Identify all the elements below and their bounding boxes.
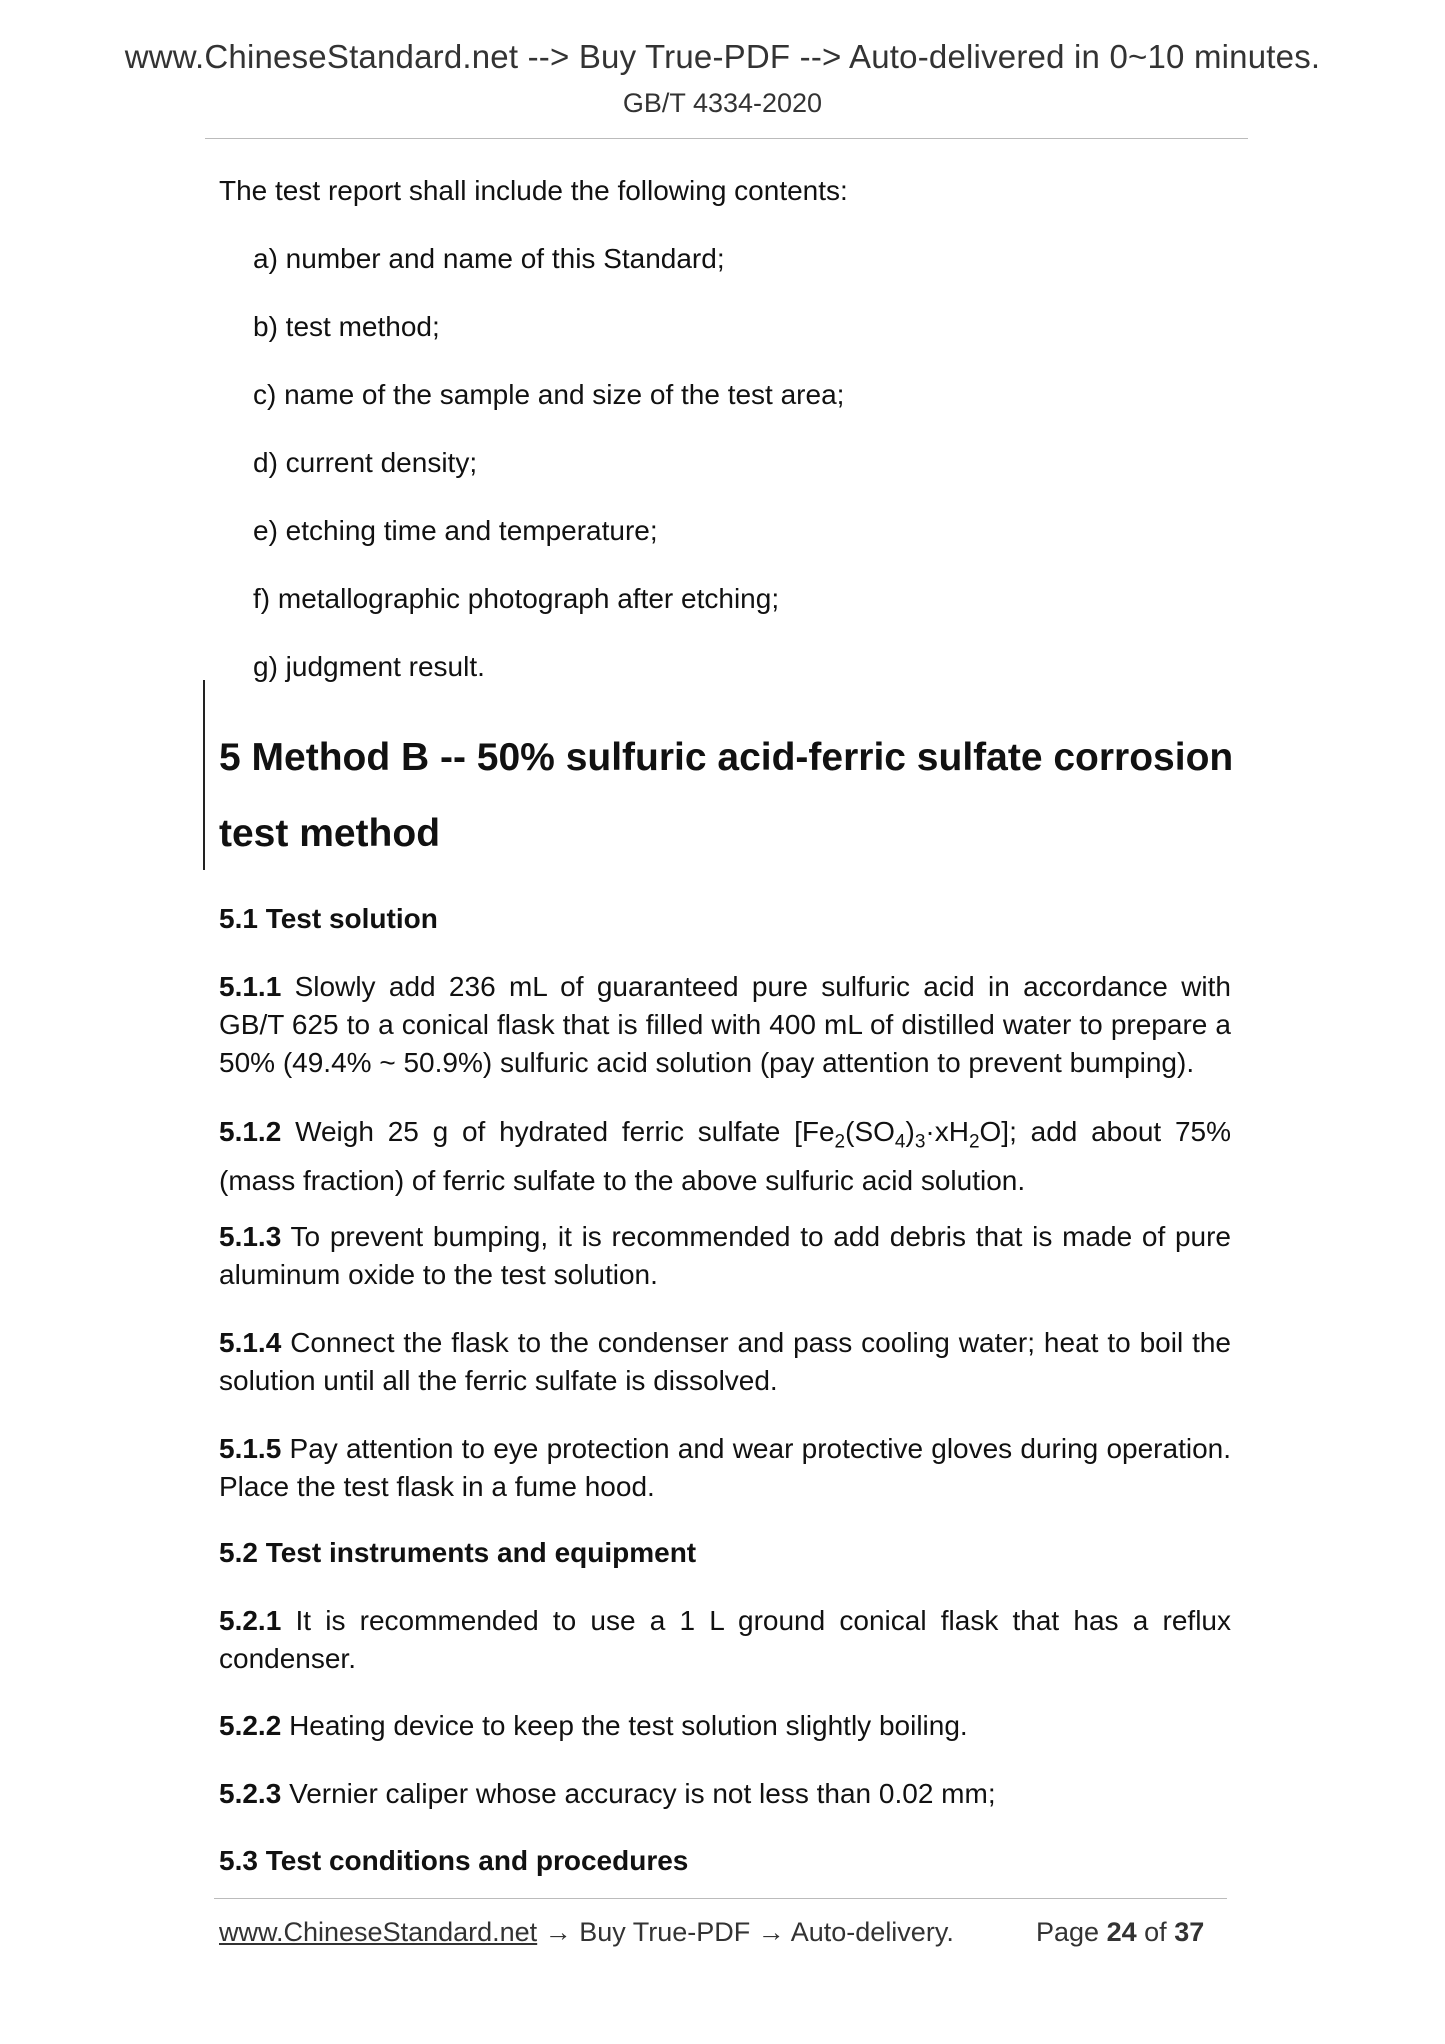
header-divider (205, 138, 1248, 139)
clause-5-1-2 (219, 1113, 1231, 1200)
clause-5-1-4 (219, 1324, 1231, 1400)
change-bar (203, 680, 205, 870)
clause-number: 5.1.2 (219, 1116, 282, 1147)
clause-5-2-1 (219, 1602, 1231, 1678)
page-indicator: Page 24 of 37 (1036, 1917, 1205, 1947)
section-5-1-heading: 5.1 Test solution (219, 903, 438, 934)
footer-tagline: → Buy True-PDF → Auto-delivery. (537, 1917, 954, 1947)
footer-links (219, 1917, 954, 1948)
clause-number: 5.2.1 (219, 1605, 282, 1636)
clause-5-1-5 (219, 1430, 1231, 1506)
clause-number: 5.1.1 (219, 971, 282, 1002)
list-item: e) etching time and temperature; (253, 515, 658, 546)
list-item: b) test method; (253, 311, 440, 342)
section-5-heading: 5 Method B -- 50% sulfuric acid-ferric sulfate corrosion test method (219, 736, 1234, 855)
list-item: a) number and name of this Standard; (253, 243, 725, 274)
clause-text: Slowly add 236 mL of guaranteed pure sulfuric acid in accordance with GB/T 625 to a conical flask that is filled with 400 mL of distilled water to prepare a 50% (49.4% ~ 50.9%) sulfuric acid solution (pay attention to prevent bumping). (219, 971, 1232, 1078)
page-current: 24 (1106, 1917, 1137, 1947)
clause-5-2-3 (219, 1775, 1231, 1813)
list-item: d) current density; (253, 447, 478, 478)
footer-site-link[interactable]: www.ChineseStandard.net (219, 1917, 538, 1947)
clause-number: 5.1.3 (219, 1221, 282, 1252)
clause-text: Weigh 25 g of hydrated ferric sulfate $[Fe_2(SO_4)_3\cdot xH_2O]$; add about 75% (mass fraction) of ferric sulfate to the above sulfuric acid solution. (219, 1116, 1231, 1196)
clause-number: 5.1.4 (219, 1327, 282, 1358)
list-item: g) judgment result. (253, 651, 485, 682)
clause-text: Pay attention to eye protection and wear protective gloves during operation. Place the test flask in a fume hood. (219, 1433, 1232, 1502)
list-item: f) metallographic photograph after etching; (253, 583, 780, 614)
clause-text: To prevent bumping, it is recommended to add debris that is made of pure aluminum oxide to the test solution. (219, 1221, 1232, 1290)
clause-number: 5.1.5 (219, 1433, 282, 1464)
list-item: c) name of the sample and size of the test area; (253, 379, 845, 410)
clause-text: It is recommended to use a 1 L ground conical flask that has a reflux condenser. (219, 1605, 1231, 1674)
clause-text: Heating device to keep the test solution slightly boiling. (289, 1710, 968, 1741)
clause-5-1-3 (219, 1218, 1231, 1294)
section-5-2-heading: 5.2 Test instruments and equipment (219, 1537, 697, 1568)
page-total: 37 (1174, 1917, 1205, 1947)
clause-5-1-1 (219, 968, 1231, 1082)
clause-text: Connect the flask to the condenser and pass cooling water; heat to boil the solution until all the ferric sulfate is dissolved. (219, 1327, 1232, 1396)
footer-divider (214, 1898, 1227, 1899)
clause-5-2-2 (219, 1707, 1231, 1745)
clause-text: Vernier caliper whose accuracy is not less than 0.02 mm; (289, 1778, 996, 1809)
section-5-3-heading: 5.3 Test conditions and procedures (219, 1845, 689, 1876)
header-banner: www.ChineseStandard.net --> Buy True-PDF --> Auto-delivered in 0~10 minutes. (124, 38, 1321, 75)
clause-number: 5.2.3 (219, 1778, 282, 1809)
clause-number: 5.2.2 (219, 1710, 282, 1741)
standard-number: GB/T 4334-2020 (622, 88, 823, 118)
intro-text: The test report shall include the following contents: (219, 175, 848, 206)
